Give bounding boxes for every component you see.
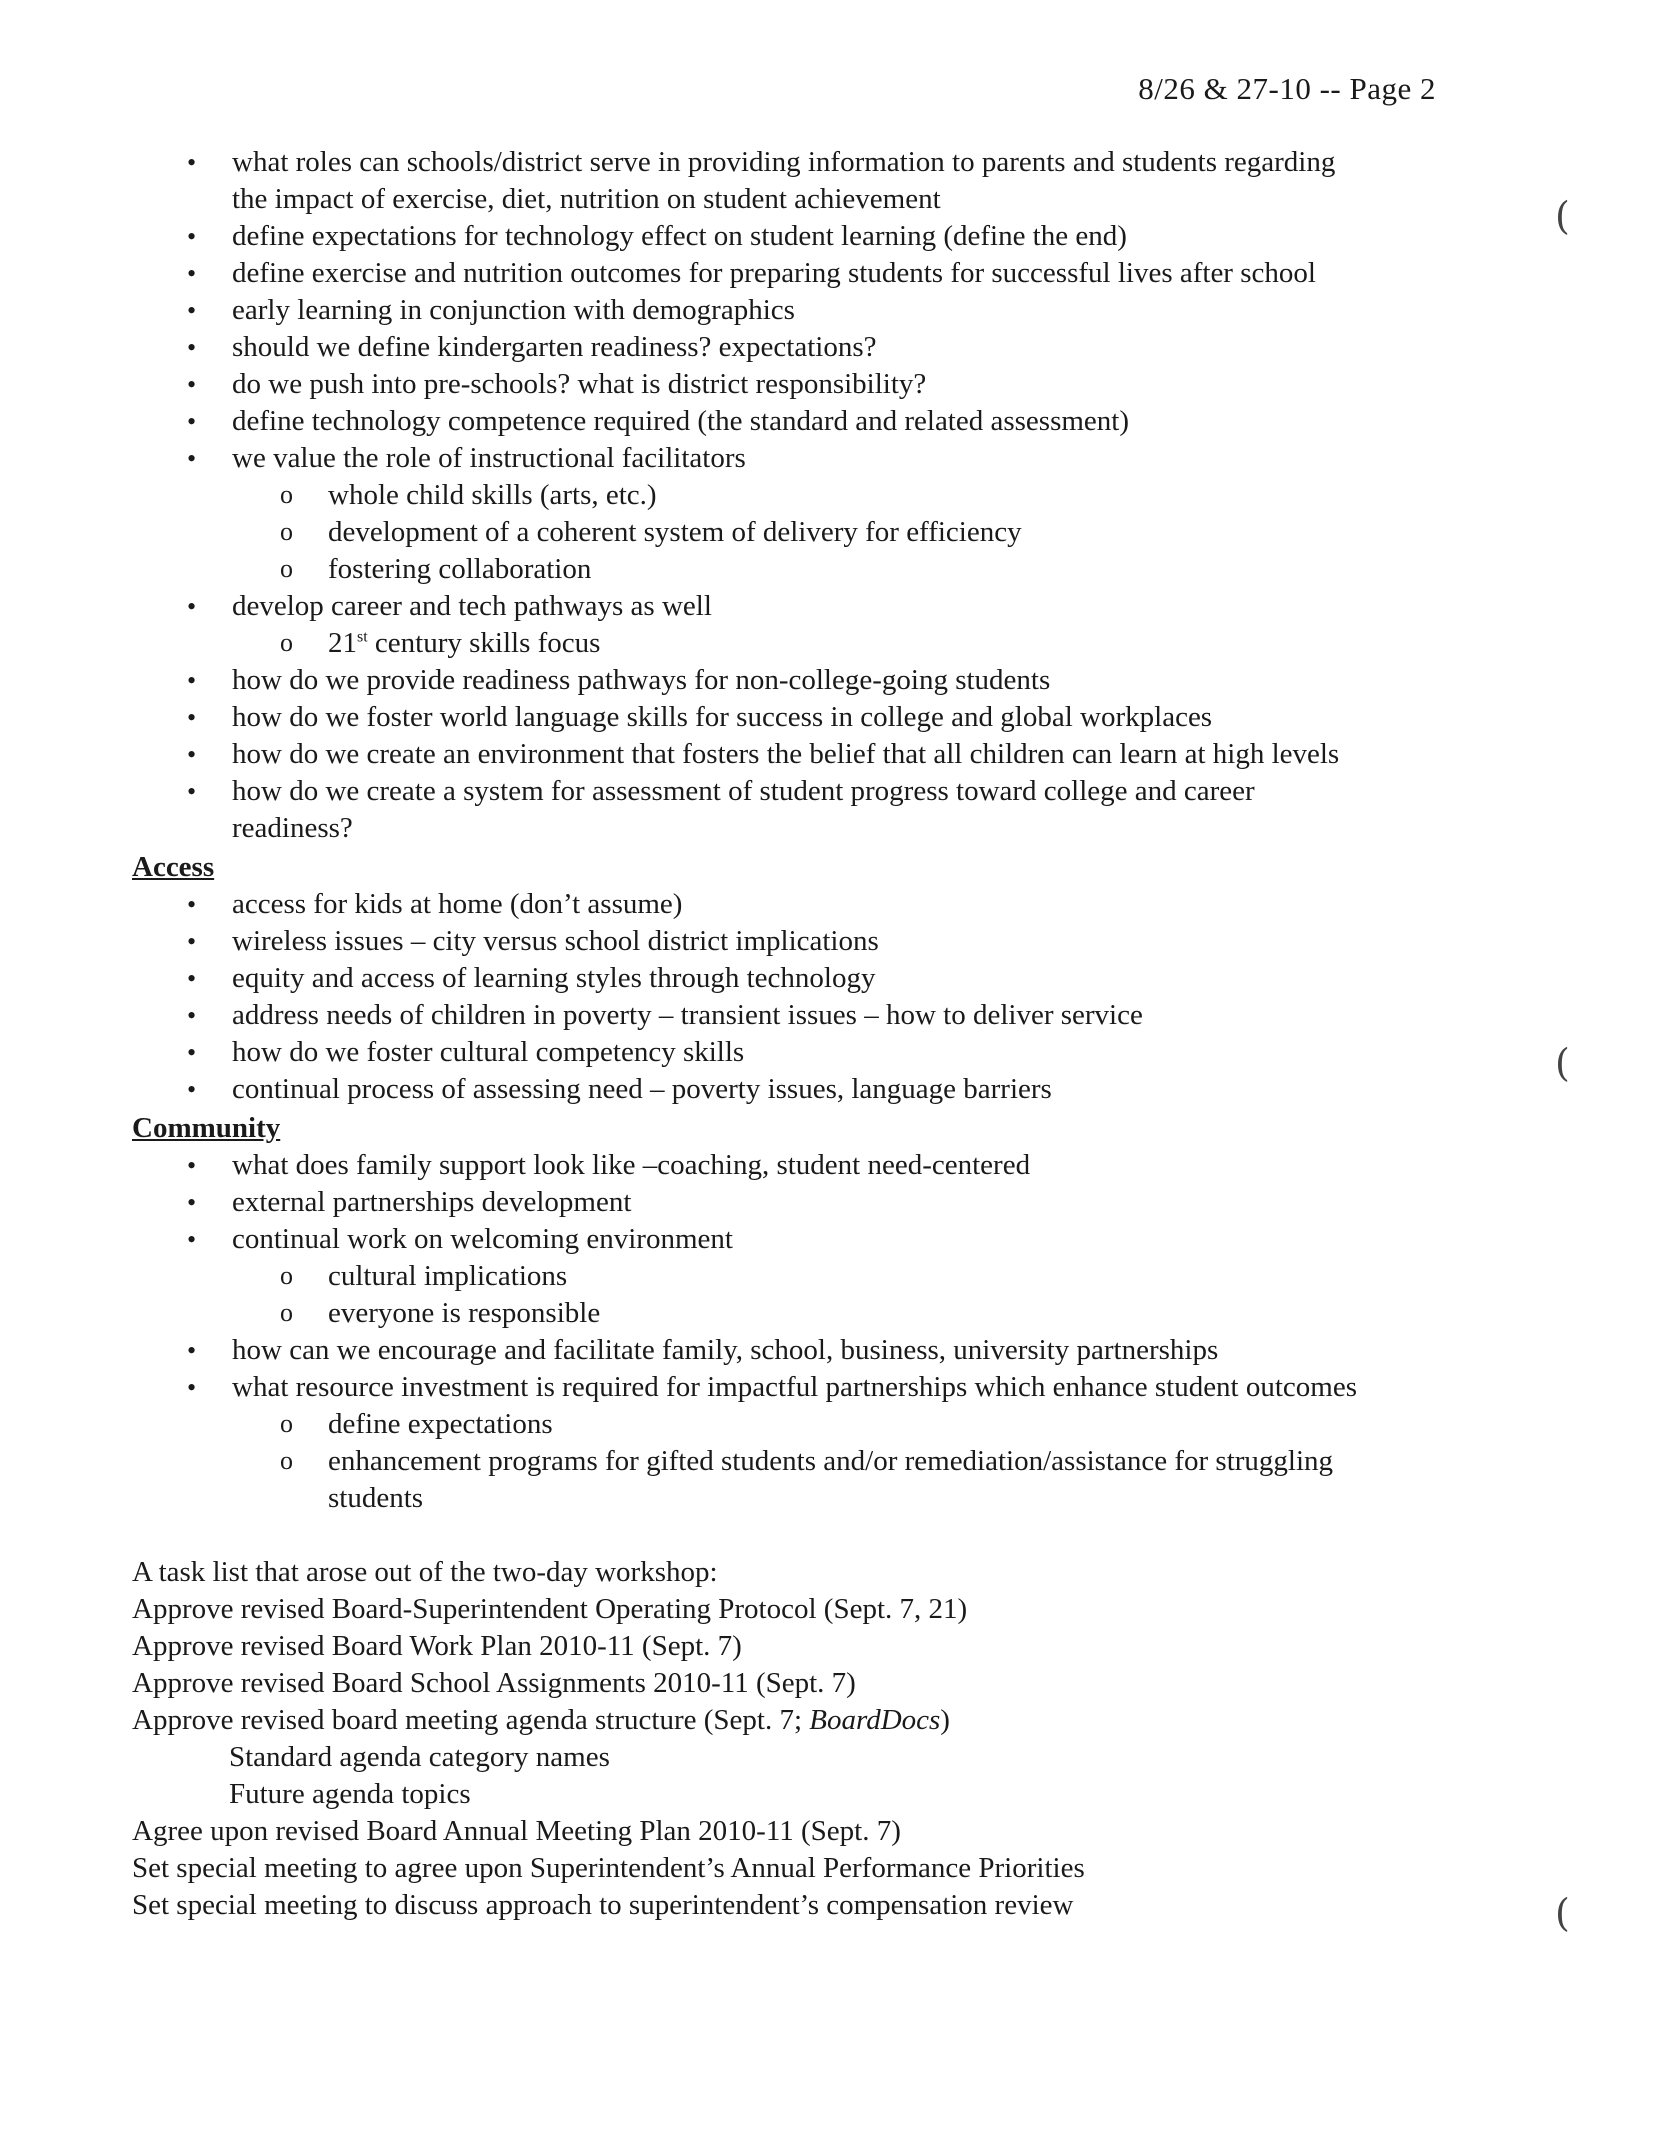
section-heading-community: Community bbox=[132, 1112, 281, 1144]
task-item: Approve revised board meeting agenda structure (Sept. 7; BoardDocs) bbox=[132, 1704, 950, 1736]
margin-mark: ( bbox=[1555, 1041, 1570, 1085]
bullet-item: • early learning in conjunction with demographics bbox=[132, 292, 1452, 329]
bullet-item: • what does family support look like –coaching, student need-centered bbox=[132, 1147, 1452, 1184]
bullet-item: • how do we create a system for assessment of student progress toward college and career bbox=[132, 773, 1452, 810]
bullet-item: • define expectations for technology effect on student learning (define the end) bbox=[132, 218, 1452, 255]
intro-list bbox=[132, 144, 1452, 847]
bullet-item: • what roles can schools/district serve in providing information to parents and students regarding bbox=[132, 144, 1452, 181]
bullet-item: • do we push into pre-schools? what is district responsibility? bbox=[132, 366, 1452, 403]
task-list bbox=[132, 1591, 1452, 1924]
bullet-item: • continual work on welcoming environment bbox=[132, 1221, 1452, 1258]
bullet-item: • how do we foster cultural competency skills bbox=[132, 1034, 1452, 1071]
continuation-line: students bbox=[328, 1482, 424, 1514]
bullet-item: • access for kids at home (don’t assume) bbox=[132, 886, 1452, 923]
sub-bullet-item: o fostering collaboration bbox=[132, 551, 1452, 588]
community-list bbox=[132, 1147, 1452, 1517]
bullet-item: • how do we create an environment that fosters the belief that all children can learn at high levels bbox=[132, 736, 1452, 773]
page-header: 8/26 & 27-10 -- Page 2 bbox=[1138, 71, 1436, 106]
bullet-item: • address needs of children in poverty – transient issues – how to deliver service bbox=[132, 997, 1452, 1034]
bullet-item: • continual process of assessing need – poverty issues, language barriers bbox=[132, 1071, 1452, 1108]
bullet-item: • how can we encourage and facilitate family, school, business, university partnerships bbox=[132, 1332, 1452, 1369]
bullet-item: • develop career and tech pathways as well bbox=[132, 588, 1452, 625]
continuation-line: readiness? bbox=[232, 812, 353, 844]
task-item: Approve revised Board School Assignments 2010-11 (Sept. 7) bbox=[132, 1667, 856, 1699]
bullet-item: • how do we provide readiness pathways for non-college-going students bbox=[132, 662, 1452, 699]
bullet-item: • what resource investment is required for impactful partnerships which enhance student outcomes bbox=[132, 1369, 1452, 1406]
sub-bullet-item: o whole child skills (arts, etc.) bbox=[132, 477, 1452, 514]
sub-bullet-item: o 21st century skills focus bbox=[132, 625, 1452, 662]
sub-bullet-item: o cultural implications bbox=[132, 1258, 1452, 1295]
section-heading-access: Access bbox=[132, 851, 215, 883]
margin-mark: ( bbox=[1555, 194, 1570, 238]
sub-bullet-item: o development of a coherent system of delivery for efficiency bbox=[132, 514, 1452, 551]
bullet-item: • how do we foster world language skills for success in college and global workplaces bbox=[132, 699, 1452, 736]
bullet-item: • we value the role of instructional facilitators bbox=[132, 440, 1452, 477]
bullet-item: • define technology competence required (the standard and related assessment) bbox=[132, 403, 1452, 440]
bullet-item: • should we define kindergarten readiness? expectations? bbox=[132, 329, 1452, 366]
task-item: Approve revised Board Work Plan 2010-11 (Sept. 7) bbox=[132, 1630, 742, 1662]
access-list bbox=[132, 886, 1452, 1108]
bullet-item: • equity and access of learning styles through technology bbox=[132, 960, 1452, 997]
bullet-item: • define exercise and nutrition outcomes for preparing students for successful lives after school bbox=[132, 255, 1452, 292]
task-item: Set special meeting to discuss approach to superintendent’s compensation review bbox=[132, 1889, 1074, 1921]
task-item: Set special meeting to agree upon Superintendent’s Annual Performance Priorities bbox=[132, 1852, 1085, 1884]
task-list-intro: A task list that arose out of the two-day workshop: bbox=[132, 1556, 718, 1588]
margin-mark: ( bbox=[1555, 1891, 1570, 1935]
bullet-item: • wireless issues – city versus school district implications bbox=[132, 923, 1452, 960]
sub-bullet-item: o everyone is responsible bbox=[132, 1295, 1452, 1332]
task-item: Future agenda topics bbox=[229, 1778, 471, 1810]
task-item: Agree upon revised Board Annual Meeting Plan 2010-11 (Sept. 7) bbox=[132, 1815, 901, 1847]
document-body bbox=[132, 144, 1452, 1924]
continuation-line: the impact of exercise, diet, nutrition on student achievement bbox=[232, 183, 941, 215]
bullet-item: • external partnerships development bbox=[132, 1184, 1452, 1221]
task-item: Standard agenda category names bbox=[229, 1741, 610, 1773]
sub-bullet-item: o define expectations bbox=[132, 1406, 1452, 1443]
task-item: Approve revised Board-Superintendent Operating Protocol (Sept. 7, 21) bbox=[132, 1593, 968, 1625]
sub-bullet-item: o enhancement programs for gifted students and/or remediation/assistance for struggling bbox=[132, 1443, 1452, 1480]
